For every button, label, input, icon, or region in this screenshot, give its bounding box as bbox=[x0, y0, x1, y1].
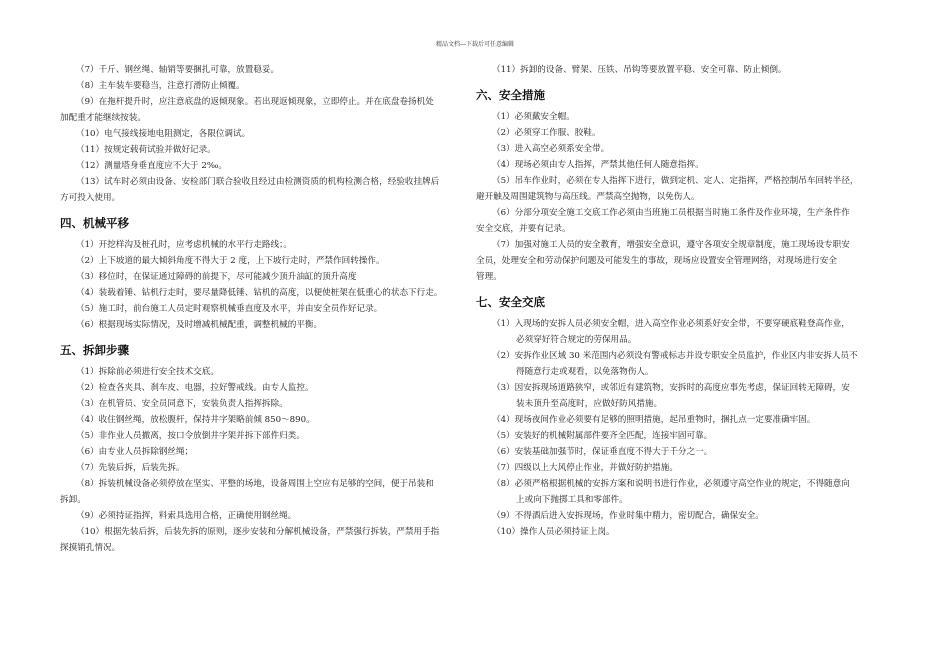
text-line: （3）在机管员、安全员同意下，安装负责人指挥拆除。 bbox=[76, 399, 288, 409]
section-heading: 四、机械平移 bbox=[60, 216, 129, 230]
text-line: 探摸销孔情况。 bbox=[60, 543, 121, 553]
text-line: 避开触及周围建筑物与高压线。严禁高空抛物，以免伤人。 bbox=[476, 192, 700, 202]
text-line: （2）检查各夹具、刹车皮、电器，拉好警戒线。由专人监控。 bbox=[76, 383, 314, 393]
section-heading: 七、安全交底 bbox=[476, 295, 545, 309]
text-line: （1）入现场的安拆人员必须安全帽，进入高空作业必须系好安全带，不要穿硬底鞋登高作业， bbox=[492, 319, 850, 329]
text-line: （7）千斤、钢丝绳、轴销等要捆扎可靠，放置稳妥。 bbox=[76, 65, 280, 75]
text-line: （10）电气接线接地电阻测定，各限位调试。 bbox=[76, 129, 251, 139]
text-line: （4）装载着锤、钻机行走时，要尽量降低锤、钻机的高度，以便使桩架在低重心的状态下行走。 bbox=[76, 288, 443, 298]
text-line: （5）非作业人员撤离，按口令放倒井字架并拆下部件归类。 bbox=[76, 431, 305, 441]
text-line: （6）安装基础加强节时，保证垂直度不得大于千分之一。 bbox=[492, 447, 713, 457]
text-line: （6）由专业人员拆除钢丝绳； bbox=[76, 447, 194, 457]
text-line: 拆卸。 bbox=[60, 495, 86, 505]
text-line: （3）因安拆现场道路狭窄，或邻近有建筑物，安拆时的高度应事先考虑，保证回转无障碍，安 bbox=[492, 383, 850, 393]
text-line: （9）必须持证指挥，料索具选用合格，正确使用钢丝绳。 bbox=[76, 511, 297, 521]
text-line: 方可投入使用。 bbox=[60, 193, 121, 203]
text-line: （10）操作人员必须持证上岗。 bbox=[492, 527, 615, 537]
text-line: 全员，处理安全和劳动保护问题及可能发生的事故，现场应设置安全管理网络，对现场进行安全 bbox=[476, 256, 837, 266]
text-line: 加配重才能继续按装。 bbox=[60, 113, 146, 123]
text-line: （5）吊车作业时，必须在专人指挥下进行，做到定机、定人、定指挥，严格控制吊车回转半径， bbox=[492, 176, 859, 186]
text-line: （13）试车时必须由设备、安检部门联合验收且经过由检测资质的机构检测合格，经验收挂牌后 bbox=[76, 177, 440, 187]
text-line: （5）安装好的机械附属部件要齐全匹配，连接牢固可靠。 bbox=[492, 431, 713, 441]
text-line: （7）先装后拆，后装先拆。 bbox=[76, 463, 185, 473]
section-heading: 五、拆卸步骤 bbox=[60, 343, 129, 357]
text-line: （8）主车装车要稳当，注意打滑防止倾覆。 bbox=[76, 81, 245, 91]
page-header: 精品文档---下载后可任意编辑 bbox=[435, 41, 515, 48]
text-line: （11）按规定载荷试验并做好记录。 bbox=[76, 145, 216, 155]
text-line: （9）不得酒后进入安拆现场，作业时集中精力，密切配合，确保安全。 bbox=[492, 511, 764, 521]
text-line: （6）根据现场实际情况，及时增减机械配重，调整机械的平衡。 bbox=[76, 320, 323, 330]
text-line: （2）必须穿工作服、胶鞋。 bbox=[492, 128, 601, 138]
text-line: （1）必须戴安全帽。 bbox=[492, 112, 575, 122]
text-line: （8）拆装机械设备必须停放在坚实、平整的场地，设备周围上空应有足够的空间，便于吊装和 bbox=[76, 479, 434, 489]
text-line: 管理。 bbox=[476, 272, 502, 282]
text-line: （12）测量塔身垂直度应不大于 2‰。 bbox=[76, 161, 227, 171]
text-line: （7）四级以上大风停止作业，并做好防护措施。 bbox=[492, 463, 678, 473]
left-column bbox=[60, 62, 478, 556]
text-line: （2）安拆作业区域 30 米范围内必须设有警戒标志并设专职安全员监护，作业区内非安拆人员不 bbox=[492, 351, 858, 361]
text-line: （4）收住钢丝绳，放松腹杆，保持井字架略前倾 850～890。 bbox=[76, 415, 315, 425]
text-line: （4）现场必须由专人指挥，严禁其他任何人随意指挥。 bbox=[492, 160, 704, 170]
text-line: （7）加强对施工人员的安全教育，增强安全意识，遵守各项安全规章制度，施工现场设专职安 bbox=[492, 240, 850, 250]
text-line: （1）开挖样沟及桩孔时，应考虑机械的水平行走路线；。 bbox=[76, 240, 293, 250]
text-line: （6）分部分项安全施工交底工作必须由当班施工员根据当时施工条件及作业环境，生产条件作 bbox=[492, 208, 850, 218]
text-line: （3）进入高空必须系安全带。 bbox=[492, 144, 610, 154]
text-line: 上或向下抛掷工具和零部件。 bbox=[516, 495, 628, 505]
text-line: （5）施工时，前台施工人员定时观察机械垂直度及水平，并由安全员作好记录。 bbox=[76, 304, 383, 314]
section-heading: 六、安全措施 bbox=[476, 88, 545, 102]
text-line: 必须穿好符合规定的劳保用品。 bbox=[516, 335, 637, 345]
text-line: （11）拆卸的设备、臂架、压铁、吊钩等要放置平稳、安全可靠、防止倾倒。 bbox=[492, 65, 787, 75]
text-line: （10）根据先装后拆，后装先拆的原则，逐步安装和分解机械设备，严禁强行拆装，严禁用手指 bbox=[76, 527, 440, 537]
text-line: 得随意行走或观看，以免落物伤人。 bbox=[516, 367, 654, 377]
text-line: （4）现场夜间作业必须要有足够的照明措施，起吊重物时，捆扎点一定要准确牢固。 bbox=[492, 415, 816, 425]
text-line: 安全交底，并要有记录。 bbox=[476, 224, 571, 234]
right-column bbox=[476, 62, 894, 540]
text-line: （1）拆除前必须进行安全技术交底。 bbox=[76, 367, 219, 377]
text-line: （8）必须严格根据机械的安拆方案和说明书进行作业，必须遵守高空作业的规定，不得随意向 bbox=[492, 479, 850, 489]
text-line: （3）移位时，在保证通过障碍的前提下，尽可能减少顶升油缸的顶升高度 bbox=[76, 272, 357, 282]
text-line: （2）上下坡道的最大倾斜角度不得大于 2 度，上下坡行走时，严禁作回转操作。 bbox=[76, 256, 385, 266]
text-line: 装未顶升至高度时，应做好防风措施。 bbox=[516, 399, 663, 409]
text-line: （9）在拖杆提升时，应注意底盘的返倾现象。若出现返倾现象，立即停止。并在底盘卷扬机处 bbox=[76, 97, 434, 107]
